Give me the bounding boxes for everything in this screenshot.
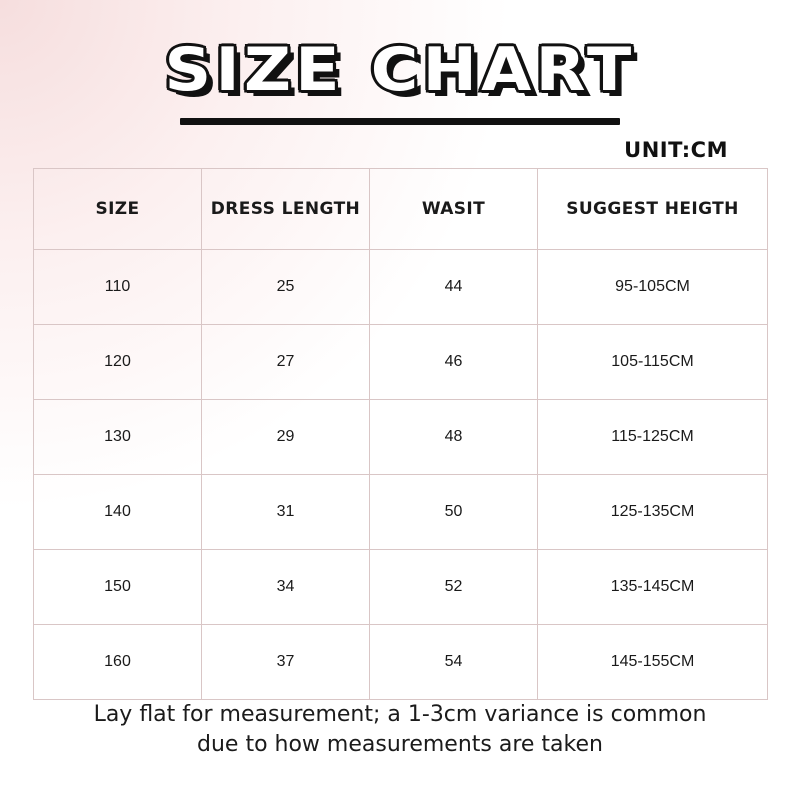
cell-waist: 44 [370, 250, 538, 325]
cell-size: 110 [34, 250, 202, 325]
cell-suggest-height: 105-115CM [538, 325, 768, 400]
cell-waist: 46 [370, 325, 538, 400]
cell-suggest-height: 135-145CM [538, 550, 768, 625]
cell-suggest-height: 115-125CM [538, 400, 768, 475]
cell-size: 150 [34, 550, 202, 625]
unit-label: UNIT:CM [624, 138, 728, 162]
cell-dress-length: 29 [202, 400, 370, 475]
cell-suggest-height: 125-135CM [538, 475, 768, 550]
page-title-wrap [0, 35, 800, 105]
cell-dress-length: 27 [202, 325, 370, 400]
cell-waist: 48 [370, 400, 538, 475]
size-chart-table-wrap [33, 168, 767, 700]
size-chart-table [33, 168, 768, 700]
column-header-suggest-height: SUGGEST HEIGTH [538, 169, 768, 250]
cell-suggest-height: 95-105CM [538, 250, 768, 325]
column-header-size: SIZE [34, 169, 202, 250]
cell-waist: 54 [370, 625, 538, 700]
column-header-dress-length: DRESS LENGTH [202, 169, 370, 250]
table-header-row [34, 169, 768, 250]
page-title: SIZE CHART [164, 35, 636, 105]
cell-suggest-height: 145-155CM [538, 625, 768, 700]
table-row [34, 550, 768, 625]
cell-size: 140 [34, 475, 202, 550]
table-row [34, 475, 768, 550]
measurement-note-line-1: Lay flat for measurement; a 1-3cm variance is common [93, 702, 707, 727]
column-header-waist: WASIT [370, 169, 538, 250]
table-row [34, 250, 768, 325]
cell-size: 160 [34, 625, 202, 700]
title-underline [180, 118, 620, 125]
cell-dress-length: 37 [202, 625, 370, 700]
cell-waist: 50 [370, 475, 538, 550]
table-row [34, 625, 768, 700]
cell-size: 120 [34, 325, 202, 400]
measurement-note [30, 700, 770, 759]
cell-dress-length: 31 [202, 475, 370, 550]
cell-dress-length: 34 [202, 550, 370, 625]
table-row [34, 325, 768, 400]
table-row [34, 400, 768, 475]
cell-dress-length: 25 [202, 250, 370, 325]
measurement-note-line-2: due to how measurements are taken [197, 731, 603, 757]
cell-waist: 52 [370, 550, 538, 625]
cell-size: 130 [34, 400, 202, 475]
